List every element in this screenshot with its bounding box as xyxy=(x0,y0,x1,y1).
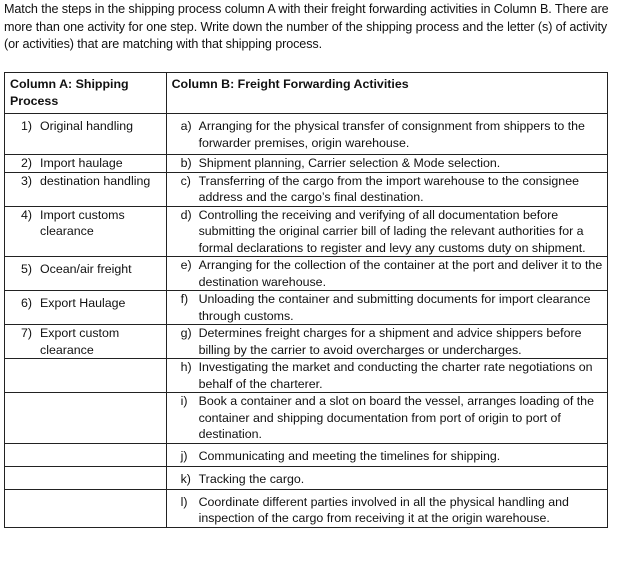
header-row xyxy=(5,73,608,114)
column-a-cell xyxy=(5,489,167,527)
column-a-cell xyxy=(5,257,167,291)
table-row xyxy=(5,393,608,444)
column-b-cell xyxy=(166,393,607,444)
table-row xyxy=(5,291,608,325)
list-item: c) Transferring of the cargo from the import warehouse to the consignee address and the cargo’s final destination. xyxy=(180,173,579,204)
list-item: j) Communicating and meeting the timelines for shipping. xyxy=(180,448,501,463)
list-item: g) Determines freight charges for a shipment and advice shippers before billing by the carrier to avoid overcharges or undercharges. xyxy=(180,326,582,357)
list-item: b) Shipment planning, Carrier selection & Mode selection. xyxy=(180,156,501,170)
column-a-header: Column A: Shipping Process xyxy=(5,73,167,114)
list-item: e) Arranging for the collection of the container at the port and deliver it to the destination warehouse. xyxy=(180,258,603,289)
table-row xyxy=(5,206,608,257)
column-a-cell xyxy=(5,466,167,489)
table-row xyxy=(5,155,608,173)
column-a-cell xyxy=(5,206,167,257)
column-b-cell xyxy=(166,206,607,257)
list-item: a) Arranging for the physical transfer of consignment from shippers to the forwarder premises, origin warehouse. xyxy=(180,119,585,150)
list-item: 5) Ocean/air freight xyxy=(20,262,132,276)
list-item: i) Book a container and a slot on board the vessel, arranges loading of the container and shipping documentation from port of origin to port of destination. xyxy=(180,394,594,441)
table-row xyxy=(5,114,608,155)
table-row xyxy=(5,325,608,359)
table-row xyxy=(5,172,608,206)
table-row xyxy=(5,466,608,489)
list-item: 2) Import haulage xyxy=(20,156,123,170)
matching-table xyxy=(4,72,608,528)
list-item: 1) Original handling xyxy=(20,119,133,133)
column-b-cell xyxy=(166,489,607,527)
list-item: h) Investigating the market and conducting the charter rate negotiations on behalf of the charterer. xyxy=(180,360,593,391)
list-item: 4) Import customs clearance xyxy=(20,207,125,238)
table-row xyxy=(5,359,608,393)
table-row xyxy=(5,257,608,291)
list-item: 6) Export Haulage xyxy=(20,296,126,310)
column-a-cell xyxy=(5,443,167,466)
column-b-cell xyxy=(166,257,607,291)
column-b-cell xyxy=(166,359,607,393)
list-item: l) Coordinate different parties involved in all the physical handling and inspection of the cargo from receiving it at the origin warehouse. xyxy=(180,494,569,525)
column-b-cell xyxy=(166,466,607,489)
column-b-cell xyxy=(166,325,607,359)
list-item: k) Tracking the cargo. xyxy=(180,471,305,486)
column-a-cell xyxy=(5,359,167,393)
column-a-cell xyxy=(5,291,167,325)
column-a-cell xyxy=(5,393,167,444)
column-a-cell xyxy=(5,114,167,155)
list-item: 3) destination handling xyxy=(20,173,151,188)
column-b-header: Column B: Freight Forwarding Activities xyxy=(166,73,607,114)
instructions-text: Match the steps in the shipping process column A with their freight forwarding activities in Column B. There are more than one activity for one step. Write down the number of the shipping process and the letter (s) of activity (or activities) that are matching with that shipping process. xyxy=(4,2,609,51)
column-b-cell xyxy=(166,155,607,173)
column-b-cell xyxy=(166,443,607,466)
list-item: d) Controlling the receiving and verifying of all documentation before submitting the original carrier bill of lading the relevant authorities for a formal declarations to register and levy any customs duty on shipment. xyxy=(180,207,586,255)
list-item: f) Unloading the container and submitting documents for import clearance through customs. xyxy=(180,292,591,323)
column-a-cell xyxy=(5,155,167,173)
list-item: 7) Export custom clearance xyxy=(20,326,120,357)
column-b-cell xyxy=(166,172,607,206)
table-row xyxy=(5,489,608,527)
table-row xyxy=(5,443,608,466)
column-a-cell xyxy=(5,172,167,206)
column-b-cell xyxy=(166,114,607,155)
column-b-cell xyxy=(166,291,607,325)
column-a-cell xyxy=(5,325,167,359)
